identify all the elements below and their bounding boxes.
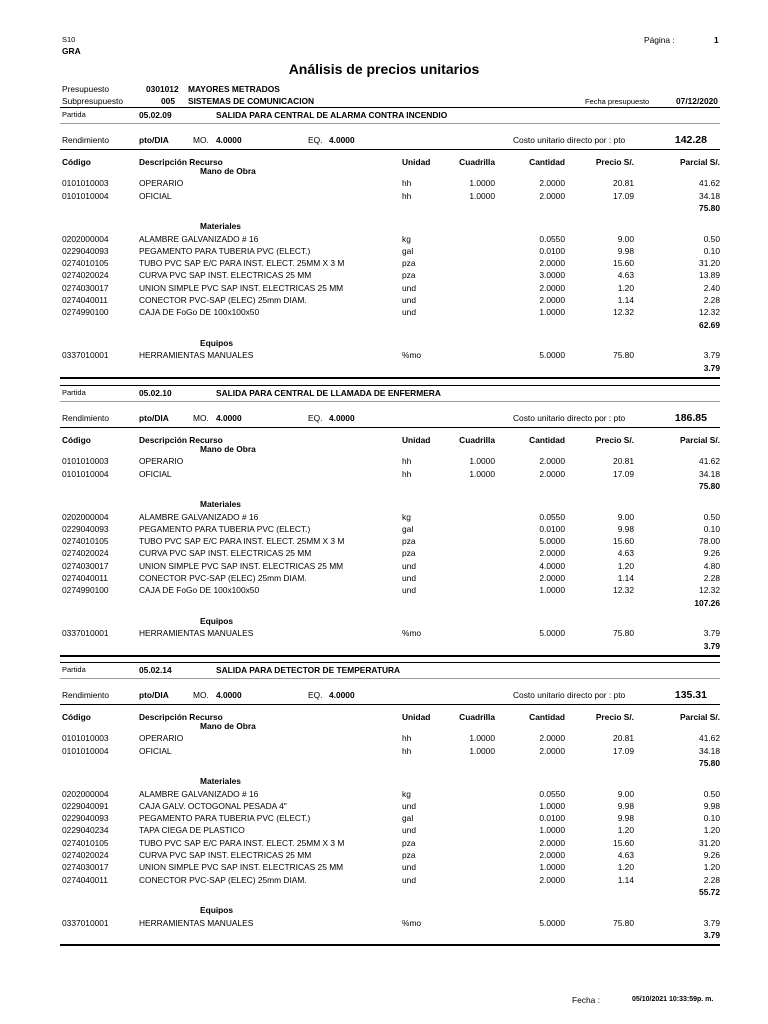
partida-code: 05.02.10 bbox=[139, 388, 172, 398]
resource-precio: 9.98 bbox=[617, 245, 634, 256]
resource-cantidad: 5.0000 bbox=[539, 350, 565, 361]
column-header-cuadrilla: Cuadrilla bbox=[459, 435, 495, 445]
materiales-heading: Materiales bbox=[200, 221, 241, 232]
resource-description: UNION SIMPLE PVC SAP INST. ELECTRICAS 25 MM bbox=[139, 282, 344, 293]
resource-precio: 15.60 bbox=[613, 258, 634, 269]
resource-code: 0229040091 bbox=[62, 800, 109, 811]
resource-code: 0274040011 bbox=[62, 295, 108, 305]
costo-value: 135.31 bbox=[674, 689, 707, 701]
rendimiento-label: Rendimiento bbox=[62, 135, 110, 145]
materiales-subtotal: 62.69 bbox=[699, 319, 720, 330]
resource-description: OPERARIO bbox=[139, 456, 184, 467]
column-header-descripcion: Descripción Recurso bbox=[139, 712, 223, 722]
resource-description: OFICIAL bbox=[139, 745, 172, 756]
resource-unit: hh bbox=[402, 178, 412, 189]
resource-cantidad: 0.0550 bbox=[539, 233, 565, 244]
resource-unit: pza bbox=[402, 850, 416, 860]
column-header-cantidad: Cantidad bbox=[529, 157, 565, 167]
resource-cuadrilla: 1.0000 bbox=[469, 178, 495, 189]
company-code: GRA bbox=[62, 46, 81, 56]
resource-unit: und bbox=[402, 560, 416, 571]
resource-code: 0229040093 bbox=[62, 245, 109, 256]
resource-parcial: 41.62 bbox=[699, 733, 720, 744]
column-header-parcial: Parcial S/. bbox=[679, 435, 720, 445]
resource-precio: 75.80 bbox=[613, 628, 634, 639]
resource-cantidad: 2.0000 bbox=[539, 548, 565, 559]
resource-code: 0229040093 bbox=[62, 523, 109, 534]
resource-code: 0274020024 bbox=[62, 548, 109, 559]
page-number: 1 bbox=[714, 35, 719, 45]
eq-label: EQ. bbox=[308, 135, 323, 145]
resource-description: CONECTOR PVC-SAP (ELEC) 25mm DIAM. bbox=[139, 573, 307, 583]
equipos-heading: Equipos bbox=[200, 337, 234, 348]
resource-precio: 20.81 bbox=[613, 456, 634, 467]
column-header-codigo: Código bbox=[62, 712, 91, 722]
resource-cantidad: 2.0000 bbox=[539, 850, 565, 860]
resource-code: 0101010003 bbox=[62, 733, 109, 744]
resource-parcial: 0.50 bbox=[703, 233, 720, 244]
resource-description: TAPA CIEGA DE PLASTICO bbox=[139, 825, 245, 836]
rendimiento-rule bbox=[60, 427, 720, 428]
partida-label: Partida bbox=[62, 665, 86, 674]
resource-parcial: 2.28 bbox=[703, 295, 720, 305]
resource-code: 0101010003 bbox=[62, 456, 109, 467]
resource-description: UNION SIMPLE PVC SAP INST. ELECTRICAS 25 MM bbox=[139, 862, 344, 873]
mano-de-obra-heading: Mano de Obra bbox=[200, 721, 256, 731]
equipos-subtotal: 3.79 bbox=[703, 362, 720, 373]
resource-cantidad: 1.0000 bbox=[539, 800, 565, 811]
resource-code: 0274030017 bbox=[62, 560, 109, 571]
resource-unit: %mo bbox=[402, 628, 422, 639]
rendimiento-label: Rendimiento bbox=[62, 690, 110, 700]
column-header-unidad: Unidad bbox=[402, 712, 431, 722]
resource-precio: 17.09 bbox=[613, 190, 634, 201]
column-header-cantidad: Cantidad bbox=[529, 712, 565, 722]
rendimiento-unit: pto/DIA bbox=[139, 135, 169, 145]
costo-label: Costo unitario directo por : pto bbox=[513, 690, 626, 700]
partida-end-rule bbox=[60, 655, 720, 657]
resource-code: 0202000004 bbox=[62, 788, 109, 799]
resource-parcial: 34.18 bbox=[699, 745, 720, 756]
resource-description: ALAMBRE GALVANIZADO # 16 bbox=[139, 511, 259, 522]
eq-value: 4.0000 bbox=[329, 135, 355, 145]
resource-parcial: 34.18 bbox=[699, 468, 720, 479]
resource-parcial: 3.79 bbox=[703, 628, 720, 639]
eq-label: EQ. bbox=[308, 690, 323, 700]
partida-top-rule bbox=[60, 662, 720, 663]
column-header-descripcion: Descripción Recurso bbox=[139, 435, 223, 445]
resource-unit: hh bbox=[402, 745, 412, 756]
resource-cantidad: 1.0000 bbox=[539, 825, 565, 836]
resource-unit: kg bbox=[402, 511, 411, 522]
presupuesto-label: Presupuesto bbox=[62, 84, 110, 94]
resource-unit: und bbox=[402, 825, 416, 836]
resource-unit: kg bbox=[402, 233, 411, 244]
resource-cantidad: 2.0000 bbox=[539, 837, 565, 848]
column-header-precio: Precio S/. bbox=[595, 157, 634, 167]
resource-code: 0274030017 bbox=[62, 862, 109, 873]
resource-cantidad: 2.0000 bbox=[539, 190, 565, 201]
resource-code: 0274010105 bbox=[62, 536, 109, 547]
resource-cantidad: 4.0000 bbox=[539, 560, 565, 571]
resource-precio: 12.32 bbox=[613, 307, 634, 318]
resource-precio: 9.98 bbox=[617, 800, 634, 811]
resource-description: CURVA PVC SAP INST. ELECTRICAS 25 MM bbox=[139, 548, 312, 559]
resource-description: CONECTOR PVC-SAP (ELEC) 25mm DIAM. bbox=[139, 295, 307, 305]
column-header-cantidad: Cantidad bbox=[529, 435, 565, 445]
resource-description: OPERARIO bbox=[139, 733, 184, 744]
resource-code: 0274040011 bbox=[62, 874, 108, 885]
resource-code: 0337010001 bbox=[62, 917, 109, 928]
resource-cuadrilla: 1.0000 bbox=[469, 745, 495, 756]
materiales-heading: Materiales bbox=[200, 776, 241, 787]
resource-precio: 4.63 bbox=[617, 850, 634, 860]
column-header-unidad: Unidad bbox=[402, 435, 431, 445]
subpresupuesto-name: SISTEMAS DE COMUNICACION bbox=[188, 96, 315, 106]
resource-precio: 17.09 bbox=[613, 468, 634, 479]
resource-description: CAJA GALV. OCTOGONAL PESADA 4" bbox=[139, 800, 287, 811]
resource-parcial: 4.80 bbox=[703, 560, 720, 571]
partida-label: Partida bbox=[62, 110, 86, 119]
mo-value: 4.0000 bbox=[216, 413, 242, 423]
resource-parcial: 12.32 bbox=[699, 585, 720, 596]
resource-precio: 20.81 bbox=[613, 733, 634, 744]
resource-cantidad: 5.0000 bbox=[539, 536, 565, 547]
resource-parcial: 1.20 bbox=[703, 825, 720, 836]
resource-cantidad: 2.0000 bbox=[539, 733, 565, 744]
resource-precio: 9.00 bbox=[617, 788, 634, 799]
resource-description: CAJA DE FoGo DE 100x100x50 bbox=[139, 307, 260, 318]
resource-unit: gal bbox=[402, 523, 414, 534]
partida-rule bbox=[60, 678, 720, 679]
resource-precio: 9.98 bbox=[617, 523, 634, 534]
resource-parcial: 2.40 bbox=[703, 282, 720, 293]
resource-description: PEGAMENTO PARA TUBERIA PVC (ELECT.) bbox=[139, 523, 311, 534]
page-title: Análisis de precios unitarios bbox=[288, 61, 480, 77]
resource-description: CURVA PVC SAP INST. ELECTRICAS 25 MM bbox=[139, 270, 312, 281]
column-header-parcial: Parcial S/. bbox=[679, 157, 720, 167]
equipos-heading: Equipos bbox=[200, 615, 234, 626]
resource-parcial: 0.10 bbox=[703, 523, 720, 534]
resource-unit: pza bbox=[402, 536, 416, 547]
partida-name: SALIDA PARA CENTRAL DE ALARMA CONTRA INCENDIO bbox=[216, 110, 448, 120]
resource-unit: und bbox=[402, 585, 416, 596]
resource-precio: 9.98 bbox=[617, 813, 634, 824]
resource-description: TUBO PVC SAP E/C PARA INST. ELECT. 25MM X 3 M bbox=[139, 837, 345, 848]
resource-cantidad: 1.0000 bbox=[539, 307, 565, 318]
resource-code: 0101010004 bbox=[62, 190, 109, 201]
partida-code: 05.02.09 bbox=[139, 110, 172, 120]
resource-unit: hh bbox=[402, 733, 412, 744]
column-header-descripcion: Descripción Recurso bbox=[139, 157, 223, 167]
resource-unit: und bbox=[402, 282, 416, 293]
resource-parcial: 0.50 bbox=[703, 788, 720, 799]
resource-precio: 75.80 bbox=[613, 917, 634, 928]
resource-cuadrilla: 1.0000 bbox=[469, 190, 495, 201]
resource-cuadrilla: 1.0000 bbox=[469, 468, 495, 479]
resource-precio: 15.60 bbox=[613, 837, 634, 848]
resource-code: 0274030017 bbox=[62, 282, 109, 293]
resource-parcial: 0.10 bbox=[703, 813, 720, 824]
resource-precio: 1.14 bbox=[617, 295, 634, 305]
partida-end-rule bbox=[60, 377, 720, 379]
resource-unit: pza bbox=[402, 837, 416, 848]
column-header-codigo: Código bbox=[62, 435, 91, 445]
costo-value: 142.28 bbox=[674, 134, 707, 146]
resource-cantidad: 2.0000 bbox=[539, 456, 565, 467]
resource-parcial: 2.28 bbox=[703, 874, 720, 885]
resource-cantidad: 5.0000 bbox=[539, 628, 565, 639]
resource-parcial: 31.20 bbox=[699, 837, 720, 848]
resource-cantidad: 2.0000 bbox=[539, 258, 565, 269]
column-header-precio: Precio S/. bbox=[595, 712, 634, 722]
resource-description: CONECTOR PVC-SAP (ELEC) 25mm DIAM. bbox=[139, 874, 307, 885]
resource-description: TUBO PVC SAP E/C PARA INST. ELECT. 25MM X 3 M bbox=[139, 536, 345, 547]
mo-value: 4.0000 bbox=[216, 135, 242, 145]
partida-top-rule bbox=[60, 107, 720, 108]
resource-code: 0274040011 bbox=[62, 573, 108, 583]
resource-unit: gal bbox=[402, 813, 414, 824]
resource-unit: %mo bbox=[402, 350, 422, 361]
costo-label: Costo unitario directo por : pto bbox=[513, 413, 626, 423]
resource-precio: 9.00 bbox=[617, 233, 634, 244]
eq-label: EQ. bbox=[308, 413, 323, 423]
resource-description: HERRAMIENTAS MANUALES bbox=[139, 628, 254, 639]
resource-parcial: 0.10 bbox=[703, 245, 720, 256]
mo-label: MO. bbox=[193, 690, 209, 700]
resource-unit: hh bbox=[402, 456, 412, 467]
resource-code: 0101010003 bbox=[62, 178, 109, 189]
column-header-codigo: Código bbox=[62, 157, 91, 167]
subpresupuesto-label: Subpresupuesto bbox=[62, 96, 123, 106]
resource-unit: hh bbox=[402, 468, 412, 479]
resource-parcial: 1.20 bbox=[703, 862, 720, 873]
mo-label: MO. bbox=[193, 135, 209, 145]
footer-fecha-value: 05/10/2021 10:33:59p. m. bbox=[632, 996, 714, 1003]
equipos-subtotal: 3.79 bbox=[703, 640, 720, 651]
resource-precio: 1.20 bbox=[617, 862, 634, 873]
equipos-subtotal: 3.79 bbox=[703, 929, 720, 940]
materiales-subtotal: 55.72 bbox=[699, 886, 720, 897]
resource-unit: und bbox=[402, 862, 416, 873]
resource-precio: 20.81 bbox=[613, 178, 634, 189]
resource-unit: gal bbox=[402, 245, 414, 256]
resource-precio: 12.32 bbox=[613, 585, 634, 596]
resource-unit: %mo bbox=[402, 917, 422, 928]
rendimiento-rule bbox=[60, 149, 720, 150]
resource-parcial: 9.26 bbox=[703, 850, 720, 860]
resource-code: 0202000004 bbox=[62, 511, 109, 522]
resource-cantidad: 2.0000 bbox=[539, 468, 565, 479]
resource-description: CURVA PVC SAP INST. ELECTRICAS 25 MM bbox=[139, 850, 312, 860]
partida-rule bbox=[60, 401, 720, 402]
system-code: S10 bbox=[62, 35, 76, 44]
resource-precio: 9.00 bbox=[617, 511, 634, 522]
fecha-presupuesto-label: Fecha presupuesto bbox=[585, 97, 650, 106]
resource-code: 0101010004 bbox=[62, 745, 109, 756]
subpresupuesto-code: 005 bbox=[161, 96, 175, 106]
resource-parcial: 12.32 bbox=[699, 307, 720, 318]
resource-cantidad: 1.0000 bbox=[539, 585, 565, 596]
mano-de-obra-subtotal: 75.80 bbox=[699, 757, 720, 768]
resource-description: OFICIAL bbox=[139, 468, 172, 479]
resource-cantidad: 1.0000 bbox=[539, 862, 565, 873]
resource-code: 0229040093 bbox=[62, 813, 109, 824]
column-header-precio: Precio S/. bbox=[595, 435, 634, 445]
resource-code: 0274010105 bbox=[62, 258, 109, 269]
resource-precio: 1.20 bbox=[617, 825, 634, 836]
page-label: Página : bbox=[644, 35, 675, 45]
presupuesto-code: 0301012 bbox=[146, 84, 179, 94]
resource-cantidad: 0.0100 bbox=[539, 523, 565, 534]
resource-cantidad: 0.0550 bbox=[539, 511, 565, 522]
resource-parcial: 2.28 bbox=[703, 573, 720, 583]
resource-code: 0274020024 bbox=[62, 850, 109, 860]
resource-description: PEGAMENTO PARA TUBERIA PVC (ELECT.) bbox=[139, 245, 311, 256]
resource-code: 0202000004 bbox=[62, 233, 109, 244]
resource-precio: 1.20 bbox=[617, 282, 634, 293]
resource-cantidad: 0.0550 bbox=[539, 788, 565, 799]
resource-parcial: 0.50 bbox=[703, 511, 720, 522]
column-header-cuadrilla: Cuadrilla bbox=[459, 712, 495, 722]
partida-top-rule bbox=[60, 385, 720, 386]
resource-description: HERRAMIENTAS MANUALES bbox=[139, 350, 254, 361]
resource-unit: und bbox=[402, 573, 416, 583]
costo-label: Costo unitario directo por : pto bbox=[513, 135, 626, 145]
resource-unit: hh bbox=[402, 190, 412, 201]
column-header-cuadrilla: Cuadrilla bbox=[459, 157, 495, 167]
rendimiento-rule bbox=[60, 704, 720, 705]
resource-parcial: 9.98 bbox=[703, 800, 720, 811]
resource-cantidad: 2.0000 bbox=[539, 874, 565, 885]
resource-code: 0274990100 bbox=[62, 585, 109, 596]
materiales-heading: Materiales bbox=[200, 499, 241, 510]
resource-cuadrilla: 1.0000 bbox=[469, 733, 495, 744]
partida-rule bbox=[60, 123, 720, 124]
resource-code: 0274990100 bbox=[62, 307, 109, 318]
partida-end-rule bbox=[60, 944, 720, 946]
resource-parcial: 78.00 bbox=[699, 536, 720, 547]
resource-description: UNION SIMPLE PVC SAP INST. ELECTRICAS 25 MM bbox=[139, 560, 344, 571]
partida-name: SALIDA PARA CENTRAL DE LLAMADA DE ENFERMERA bbox=[216, 388, 441, 398]
resource-cantidad: 0.0100 bbox=[539, 813, 565, 824]
resource-description: TUBO PVC SAP E/C PARA INST. ELECT. 25MM X 3 M bbox=[139, 258, 345, 269]
rendimiento-unit: pto/DIA bbox=[139, 413, 169, 423]
resource-parcial: 13.89 bbox=[699, 270, 720, 281]
column-header-unidad: Unidad bbox=[402, 157, 431, 167]
resource-unit: und bbox=[402, 874, 416, 885]
mo-label: MO. bbox=[193, 413, 209, 423]
partida-code: 05.02.14 bbox=[139, 665, 172, 675]
mano-de-obra-subtotal: 75.80 bbox=[699, 480, 720, 491]
resource-cantidad: 2.0000 bbox=[539, 745, 565, 756]
mano-de-obra-subtotal: 75.80 bbox=[699, 202, 720, 213]
resource-description: OFICIAL bbox=[139, 190, 172, 201]
resource-unit: und bbox=[402, 307, 416, 318]
fecha-presupuesto-value: 07/12/2020 bbox=[676, 96, 718, 106]
resource-cantidad: 2.0000 bbox=[539, 282, 565, 293]
resource-cantidad: 5.0000 bbox=[539, 917, 565, 928]
resource-parcial: 3.79 bbox=[703, 917, 720, 928]
mano-de-obra-heading: Mano de Obra bbox=[200, 166, 256, 176]
resource-parcial: 9.26 bbox=[703, 548, 720, 559]
resource-cantidad: 0.0100 bbox=[539, 245, 565, 256]
resource-precio: 4.63 bbox=[617, 270, 634, 281]
resource-description: ALAMBRE GALVANIZADO # 16 bbox=[139, 233, 259, 244]
resource-precio: 75.80 bbox=[613, 350, 634, 361]
column-header-parcial: Parcial S/. bbox=[679, 712, 720, 722]
presupuesto-name: MAYORES METRADOS bbox=[188, 84, 280, 94]
resource-precio: 1.14 bbox=[617, 874, 634, 885]
resource-cantidad: 3.0000 bbox=[539, 270, 565, 281]
resource-cuadrilla: 1.0000 bbox=[469, 456, 495, 467]
rendimiento-label: Rendimiento bbox=[62, 413, 110, 423]
rendimiento-unit: pto/DIA bbox=[139, 690, 169, 700]
resource-precio: 15.60 bbox=[613, 536, 634, 547]
eq-value: 4.0000 bbox=[329, 690, 355, 700]
resource-description: CAJA DE FoGo DE 100x100x50 bbox=[139, 585, 260, 596]
partida-name: SALIDA PARA DETECTOR DE TEMPERATURA bbox=[216, 665, 401, 675]
mano-de-obra-heading: Mano de Obra bbox=[200, 444, 256, 454]
resource-cantidad: 2.0000 bbox=[539, 573, 565, 583]
mo-value: 4.0000 bbox=[216, 690, 242, 700]
resource-precio: 1.14 bbox=[617, 573, 634, 583]
resource-description: HERRAMIENTAS MANUALES bbox=[139, 917, 254, 928]
resource-unit: und bbox=[402, 800, 416, 811]
resource-description: OPERARIO bbox=[139, 178, 184, 189]
resource-precio: 4.63 bbox=[617, 548, 634, 559]
resource-parcial: 31.20 bbox=[699, 258, 720, 269]
resource-code: 0274010105 bbox=[62, 837, 109, 848]
resource-code: 0337010001 bbox=[62, 350, 109, 361]
resource-description: PEGAMENTO PARA TUBERIA PVC (ELECT.) bbox=[139, 813, 311, 824]
resource-parcial: 41.62 bbox=[699, 456, 720, 467]
resource-parcial: 41.62 bbox=[699, 178, 720, 189]
resource-code: 0101010004 bbox=[62, 468, 109, 479]
partida-label: Partida bbox=[62, 388, 86, 397]
footer-fecha-label: Fecha : bbox=[572, 995, 600, 1005]
resource-cantidad: 2.0000 bbox=[539, 295, 565, 305]
resource-unit: kg bbox=[402, 788, 411, 799]
eq-value: 4.0000 bbox=[329, 413, 355, 423]
resource-precio: 1.20 bbox=[617, 560, 634, 571]
resource-cantidad: 2.0000 bbox=[539, 178, 565, 189]
resource-parcial: 3.79 bbox=[703, 350, 720, 361]
resource-parcial: 34.18 bbox=[699, 190, 720, 201]
equipos-heading: Equipos bbox=[200, 905, 234, 916]
materiales-subtotal: 107.26 bbox=[694, 597, 720, 608]
resource-unit: pza bbox=[402, 270, 416, 281]
resource-unit: pza bbox=[402, 258, 416, 269]
costo-value: 186.85 bbox=[674, 412, 707, 424]
resource-precio: 17.09 bbox=[613, 745, 634, 756]
resource-unit: pza bbox=[402, 548, 416, 559]
resource-code: 0337010001 bbox=[62, 628, 109, 639]
resource-unit: und bbox=[402, 295, 416, 305]
resource-code: 0274020024 bbox=[62, 270, 109, 281]
resource-description: ALAMBRE GALVANIZADO # 16 bbox=[139, 788, 259, 799]
resource-code: 0229040234 bbox=[62, 825, 109, 836]
